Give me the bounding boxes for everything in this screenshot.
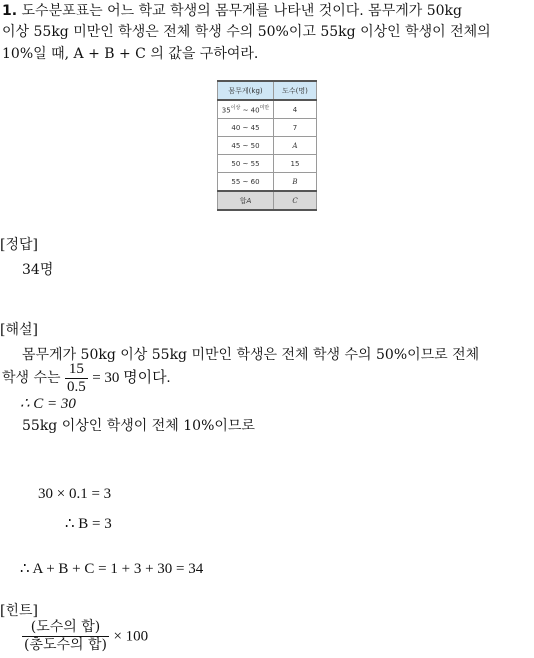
question-text-1: 도수분포표는 어느 학교 학생의 몸무게를 나타낸 것이다. 몸무게가 50kg (21, 3, 462, 19)
calc-line: 30 × 0.1 = 3 (38, 486, 112, 502)
question-line-1 (2, 0, 462, 22)
row-range: $35^{이상}$ ~ $40^{미만}$ (218, 100, 274, 119)
b-equation: ∴ B = 3 (65, 516, 112, 532)
question-line-3: 10%일 때, A + B + C 의 값을 구하여라. (2, 46, 259, 62)
table-row (218, 137, 317, 155)
row-range: 50 ~ 55 (218, 155, 274, 173)
answer-label: [정답] (0, 237, 38, 253)
table-row (218, 100, 317, 119)
row-count: B (274, 173, 317, 192)
table-row (218, 173, 317, 192)
row-range: 45 ~ 50 (218, 137, 274, 155)
row-count: 7 (274, 119, 317, 137)
header-weight: 몸무게(kg) (218, 81, 274, 100)
table-header-row (218, 81, 317, 100)
hint-label: [힌트] (0, 603, 38, 619)
answer-value: 34명 (22, 262, 54, 278)
table-row (218, 155, 317, 173)
solution-line-2: 학생 수는 $\frac{15}{0.5}$ = 30 명이다. (2, 360, 171, 395)
table-total-row (218, 191, 317, 210)
table-row (218, 119, 317, 137)
total-value: C (274, 191, 317, 210)
frequency-table (217, 80, 317, 211)
solution-line-1: 몸무게가 50kg 이상 55kg 미만인 학생은 전체 학생 수의 50%이므로 전체 (22, 347, 480, 363)
c-equation: ∴ C = 30 (20, 396, 76, 412)
header-count: 도수(명) (274, 81, 317, 100)
question-number: 1. (2, 3, 18, 19)
row-range: 55 ~ 60 (218, 173, 274, 192)
solution-line-3: 55kg 이상인 학생이 전체 10%이므로 (22, 418, 255, 434)
row-count: 15 (274, 155, 317, 173)
hint-fraction: $\frac{\text{(도수의 합)}}{\text{(총도수의 합)}}$ (24, 619, 107, 653)
fraction: $\frac{15}{0.5}$ (67, 360, 86, 395)
question-line-2: 이상 55kg 미만인 학생은 전체 학생 수의 50%이고 55kg 이상인 학생이 전체의 (2, 24, 491, 40)
row-range: 40 ~ 45 (218, 119, 274, 137)
hint-formula: $\frac{\text{(도수의 합)}}{\text{(총도수의 합)}}$ × 100 (24, 619, 149, 653)
final-equation: ∴ A + B + C = 1 + 3 + 30 = 34 (20, 561, 204, 577)
solution-label: [해설] (0, 322, 38, 338)
total-label: 합A (218, 191, 274, 210)
row-count: 4 (274, 100, 317, 119)
row-count: A (274, 137, 317, 155)
